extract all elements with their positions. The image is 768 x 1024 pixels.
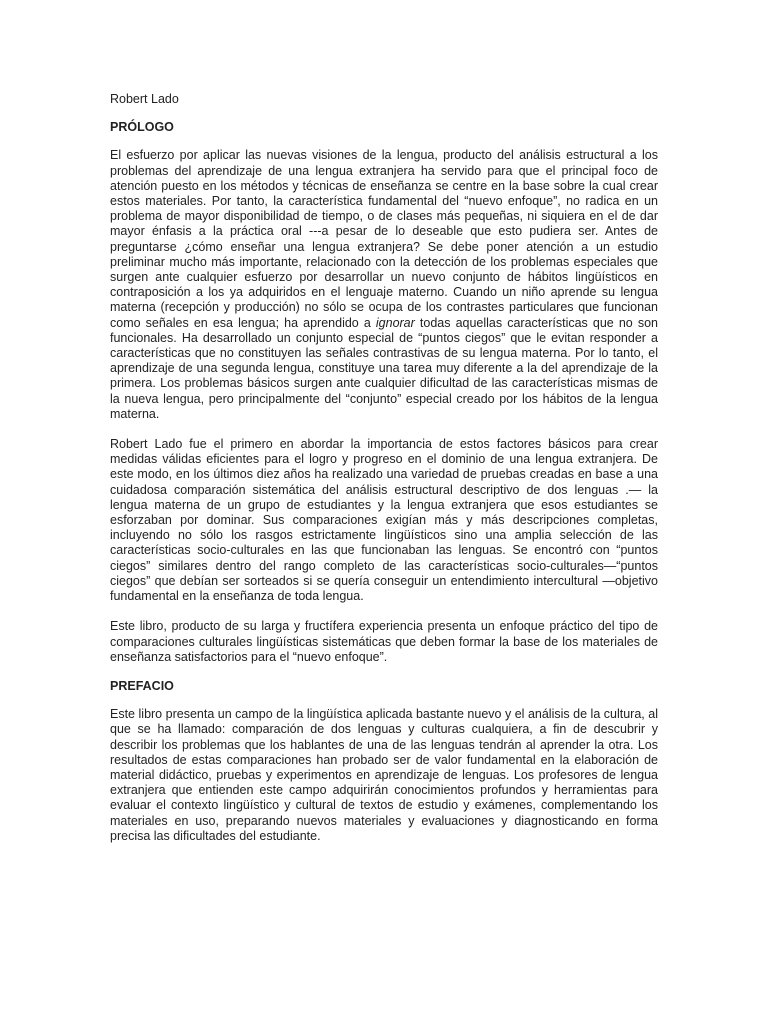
prologo-paragraph-2: Robert Lado fue el primero en abordar la importancia de estos factores básicos para crear medidas válidas eficientes para el logro y progreso en el dominio de una lengua extranjera. De este modo, en los últimos diez años ha realizado una variedad de pruebas creadas en base a una cuidadosa comparación sistemática del análisis estructural descriptivo de dos lenguas .— la lengua materna de un grupo de estudiantes y la lengua extranjera que esos estudiantes se esforzaban por dominar. Sus comparaciones exigían más y más descripciones completas, incluyendo no sólo los rasgos estrictamente lingüísticos sino una amplia selección de las características socio-culturales en las que funcionaban las lenguas. Se encontró con “puntos ciegos” similares dentro del rango completo de las características socio-culturales—“puntos ciegos” que debían ser sorteados si se quería conseguir un entendimiento intercultural —objetivo fundamental en la enseñanza de toda lengua. — [110, 437, 658, 604]
prologo-heading: PRÓLOGO — [110, 120, 174, 135]
prologo-paragraph-1-part-1: El esfuerzo por aplicar las nuevas visiones de la lengua, producto del análisis estructural a los problemas del aprendizaje de una lengua extranjera ha servido para que el principal foco de atención puesto en los métodos y técnicas de enseñanza se centre en la base sobre la cual crear estos materiales. Por tanto, la característica fundamental del “nuevo enfoque”, no radica en un problema de mayor disponibilidad de tiempo, o de clases más pequeñas, ni siquiera en el de dar mayor énfasis a la práctica oral ---a pesar de lo deseable que esto pudiera ser. Antes de preguntarse ¿cómo enseñar una lengua extranjera? Se debe poner atención a un estudio preliminar mucho más importante, relacionado con la detección de los problemas especiales que surgen ante cualquier esfuerzo por desarrollar un nuevo conjunto de hábitos lingüísticos en contraposición a los ya adquiridos en el lenguaje materno. Cuando un niño aprende su lengua materna (recepción y producción) no sólo se ocupa de los contrastes particulares que funcionan como señales en esa lengua; ha aprendido a — [110, 148, 658, 330]
author-name: Robert Lado — [110, 92, 179, 106]
prefacio-heading: PREFACIO — [110, 678, 174, 693]
prologo-paragraph-3: Este libro, producto de su larga y fructífera experiencia presenta un enfoque práctico del tipo de comparaciones culturales lingüísticas sistemáticas que deben formar la base de los materiales de enseñanza satisfactorios para el “nuevo enfoque”. — [110, 619, 658, 664]
prologo-paragraph-1 — [110, 148, 658, 422]
document-page — [110, 92, 658, 859]
prologo-paragraph-1-part-2: todas aquellas características que no son funcionales. Ha desarrollado un conjunto especial de “puntos ciegos” que le evitan responder a características que no constituyen las señales contrastivas de su lengua materna. Por lo tanto, el aprendizaje de una segunda lengua, constituye una tarea muy diferente a la del aprendizaje de la primera. Los problemas básicos surgen ante cualquier dificultad de las características mismas de la nueva lengua, pero principalmente del “conjunto” especial creado por los hábitos de la lengua materna. — [110, 315, 658, 421]
emphasized-word: ignorar — [375, 315, 415, 330]
prefacio-paragraph-1: Este libro presenta un campo de la lingüística aplicada bastante nuevo y el análisis de la cultura, al que se ha llamado: comparación de dos lenguas y culturas cualquiera, a fin de descubrir y describir los problemas que los hablantes de una de las lenguas tendrán al aprender la otra. Los resultados de estas comparaciones han probado ser de valor fundamental en la elaboración de material didáctico, pruebas y experimentos en aprendizaje de lenguas. Los profesores de lengua extranjera que entienden este campo adquirirán conocimientos profundos y herramientas para evaluar el contexto lingüístico y cultural de textos de estudio y exámenes, complementando los materiales en uso, preparando nuevos materiales y evaluaciones y diagnosticando en forma precisa las dificultades del estudiante. — [110, 707, 658, 843]
